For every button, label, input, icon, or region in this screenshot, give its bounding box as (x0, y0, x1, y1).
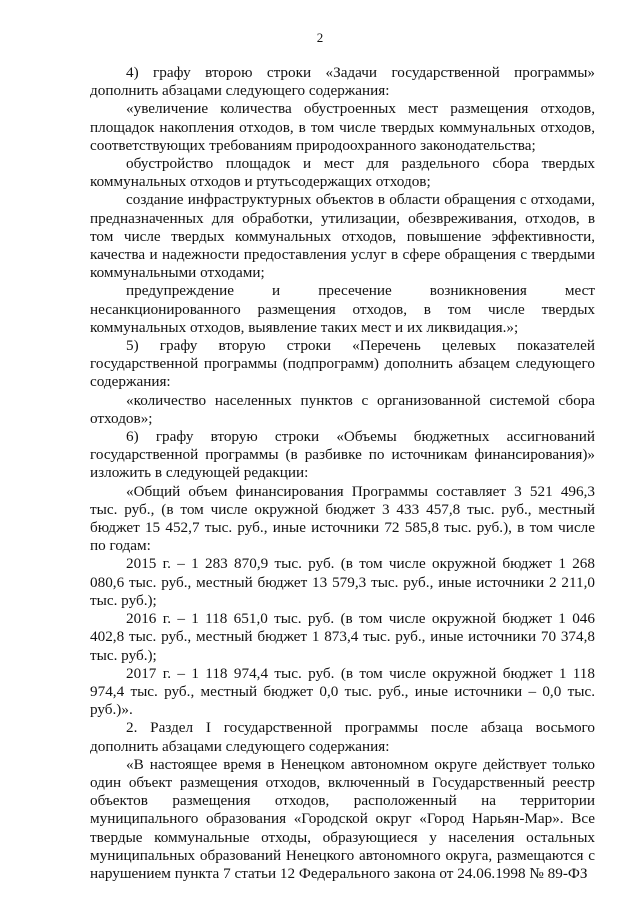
paragraph-financing-2016: 2016 г. – 1 118 651,0 тыс. руб. (в том числе окружной бюджет 1 046 402,8 тыс. руб., местный бюджет 1 873,4 тыс. руб., иные источники 70 374,8 тыс. руб.); (90, 610, 595, 664)
paragraph-total-financing: «Общий объем финансирования Программы составляет 3 521 496,3 тыс. руб., (в том числе окружной бюджет 3 433 457,8 тыс. руб., местный бюджет 15 452,7 тыс. руб., иные источники 72 585,8 тыс. руб.), в том числе по годам: (90, 482, 595, 555)
paragraph-item-5: 5) графу вторую строки «Перечень целевых показателей государственной программы (подпрограмм) дополнить абзацем следующего содержания: (90, 337, 595, 391)
paragraph-financing-2015: 2015 г. – 1 283 870,9 тыс. руб. (в том числе окружной бюджет 1 268 080,6 тыс. руб., местный бюджет 13 579,3 тыс. руб., иные источники 2 211,0 тыс. руб.); (90, 555, 595, 609)
paragraph-goal-separate-collection: обустройство площадок и мест для раздельного сбора твердых коммунальных отходов и ртутьсодержащих отходов; (90, 155, 595, 191)
paragraph-indicator: «количество населенных пунктов с организованной системой сбора отходов»; (90, 391, 595, 427)
paragraph-section-2: 2. Раздел I государственной программы после абзаца восьмого дополнить абзацами следующего содержания: (90, 719, 595, 755)
page-number: 2 (316, 30, 324, 45)
document-body (90, 64, 595, 883)
paragraph-financing-2017: 2017 г. – 1 118 974,4 тыс. руб. (в том числе окружной бюджет 1 118 974,4 тыс. руб., местный бюджет 0,0 тыс. руб., иные источники – 0,0 тыс. руб.)». (90, 664, 595, 719)
paragraph-current-situation: «В настоящее время в Ненецком автономном округе действует только один объект размещения отходов, включенный в Государственный реестр объектов размещения отходов, расположенный на территории муниципального образования «Городской округ «Город Нарьян-Мар». Все твердые коммунальные отходы, образующиеся у населения остальных муниципальных образований Ненецкого автономного округа, размещаются с нарушением пункта 7 статьи 12 Федерального закона от 24.06.1998 № 89-ФЗ (90, 755, 595, 882)
paragraph-item-6: 6) графу вторую строки «Объемы бюджетных ассигнований государственной программы (в разбивке по источникам финансирования)» изложить в следующей редакции: (90, 428, 595, 482)
paragraph-goal-prevention: предупреждение и пресечение возникновения мест несанкционированного размещения отходов, в том числе твердых коммунальных отходов, выявление таких мест и их ликвидация.»; (90, 282, 595, 336)
paragraph-goal-infrastructure: создание инфраструктурных объектов в области обращения с отходами, предназначенных для обработки, утилизации, обезвреживания, отходов, в том числе твердых коммунальных отходов, повышение эффективности, качества и надежности предоставления услуг в сфере обращения с твердыми коммунальными отходами; (90, 191, 595, 282)
paragraph-goal-placement-sites: «увеличение количества обустроенных мест размещения отходов, площадок накопления отходов, в том числе твердых коммунальных отходов, соответствующих требованиям природоохранного законодательства; (90, 100, 595, 154)
paragraph-item-4: 4) графу второю строки «Задачи государственной программы» дополнить абзацами следующего содержания: (90, 64, 595, 100)
